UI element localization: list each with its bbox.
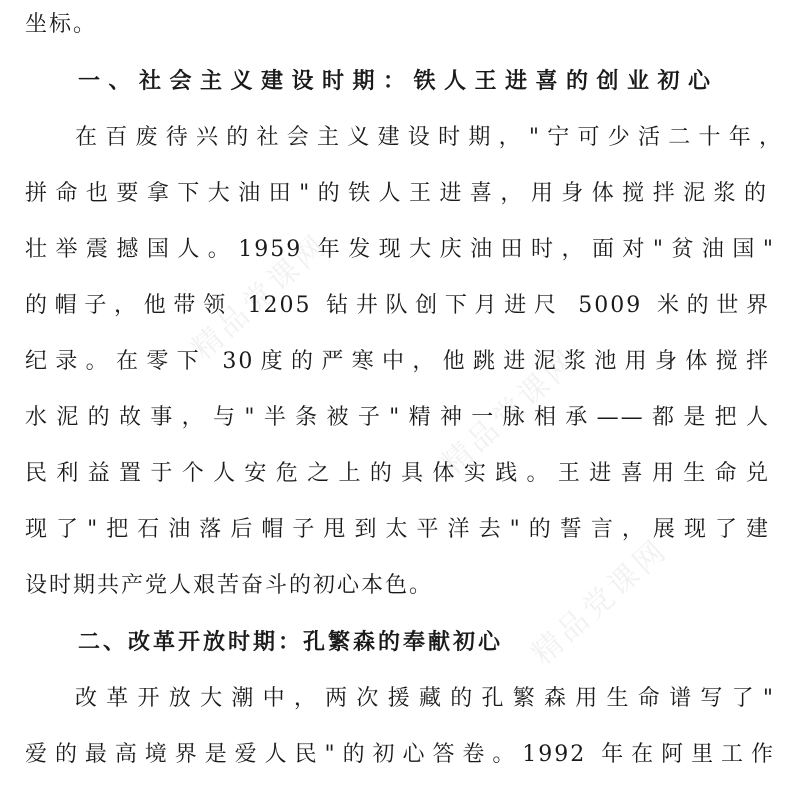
- paragraph-line: 在百废待兴的社会主义建设时期，"宁可少活二十年，: [75, 125, 783, 150]
- watermark: 精品党课网: [525, 532, 676, 672]
- paragraph-line: 民利益置于个人安危之上的具体实践。王进喜用生命兑: [25, 461, 770, 486]
- watermark: 精品党课网: [435, 342, 586, 482]
- paragraph-line: 坐标。: [25, 12, 98, 37]
- paragraph-line: 现了"把石油落后帽子甩到太平洋去"的誓言，展现了建: [25, 517, 770, 542]
- paragraph-line: 壮举震撼国人。1959 年发现大庆油田时，面对"贫油国": [25, 237, 775, 262]
- paragraph-line: 设时期共产党人艰苦奋斗的初心本色。: [25, 573, 434, 598]
- paragraph-line: 纪录。在零下 30度的严寒中，他跳进泥浆池用身体搅拌: [25, 349, 770, 374]
- paragraph-line: 的帽子，他带领 1205 钻井队创下月进尺 5009 米的世界: [25, 293, 770, 318]
- paragraph-line: 爱的最高境界是爱人民"的初心答卷。1992 年在阿里工作: [25, 742, 775, 767]
- paragraph-line: 水泥的故事，与"半条被子"精神一脉相承——都是把人: [25, 405, 770, 430]
- paragraph-line: 改革开放大潮中，两次援藏的孔繁森用生命谱写了": [75, 686, 775, 711]
- watermark: 精品党课网: [185, 227, 336, 367]
- section-heading: 一、社会主义建设时期：铁人王进喜的创业初心: [78, 69, 713, 94]
- paragraph-line: 拼命也要拿下大油田"的铁人王进喜，用身体搅拌泥浆的: [25, 181, 768, 206]
- section-heading: 二、改革开放时期：孔繁森的奉献初心: [78, 630, 504, 655]
